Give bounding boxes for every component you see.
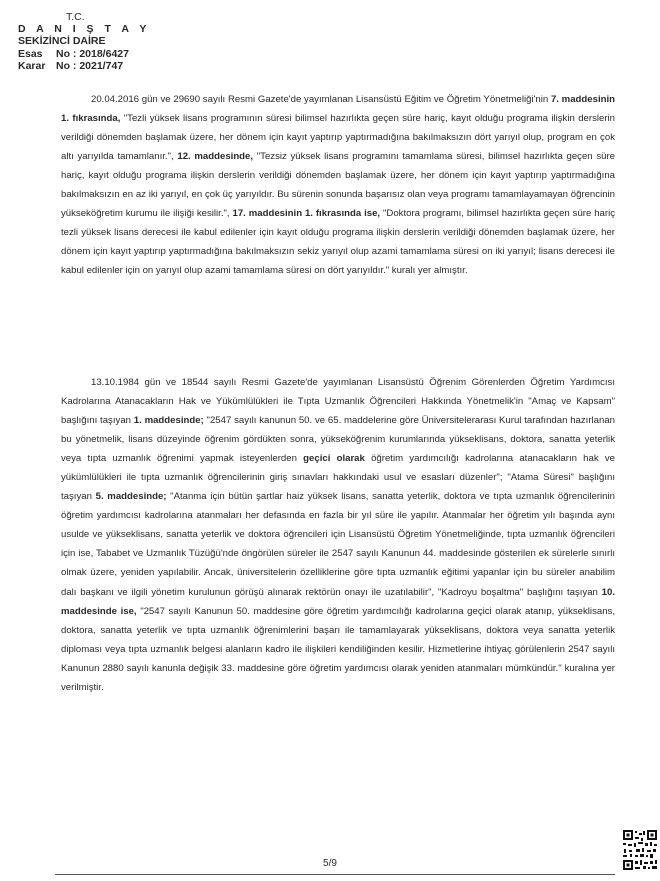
header-tc: T.C. (66, 11, 85, 23)
text-segment: "Tezli yüksek lisans programının süresi bilimsel hazırlıkta geçen süre hariç, kayıt olduğu programa ilişkin derslerin verildiği dönemden başlamak üzere, her dönem için kayıt yaptırıp yaptırmadığına bakılmaksızın dört yarıyıl olup, program en çok altı yarıyılda tamamlanır.", (61, 113, 615, 163)
footer-divider (55, 874, 615, 875)
document-header (18, 11, 150, 72)
header-chamber: SEKİZİNCİ DAİRE (18, 35, 106, 48)
text-segment: "Tezsiz yüksek lisans programını tamamlama süresi, bilimsel hazırlıkta geçen süre hariç, kayıt olduğu programa ilişkin derslerin verildiği dönemden başlamak üzere, her dönem için kayıt yaptırıp yaptırmadığına bakılmaksızın en az iki yarıyıl, en çok üç yarıyıldır. Bu sürenin sonunda başarısız olan veya programı tamamlayamayan öğrencinin yükseköğretim kurumu ile ilişiği kesilir.", (61, 151, 615, 220)
karar-label: Karar (18, 59, 46, 72)
text-segment: "Doktora programı, bilimsel hazırlıkta geçen süre hariç tezli yüksek lisans derecesi ile kabul edilenler için kayıt olduğu programa ilişkin derslerin verildiği dönemden başlamak üzere, her dönem için kayıt yaptırıp yaptırmadığına bakılmaksızın sekiz yarıyıl olup azami tamamlama süresi on iki yarıyıl; lisans derecesi ile kabul edilenler için on yarıyıl olup azami tamamlama süresi on dört yarıyıldır." kuralı yer almıştır. (61, 208, 616, 277)
bold-text-segment: 17. maddesinin 1. fıkrasında ise, (232, 208, 381, 220)
text-segment: öğretim yardımcılığı kadrolarına atanacakların hak ve yükümlülükleri ile tıpta uzmanlık öğrencilerinin giriş sınavları hakkındaki usul ve esasları düzenler"; "Atama Süresi" başlığını taşıyan (61, 453, 616, 503)
qr-code-icon (622, 822, 658, 872)
body-paragraph-1 (61, 90, 615, 280)
bold-text-segment: 5. maddesinde; (95, 491, 167, 503)
text-segment: 13.10.1984 gün ve 18544 sayılı Resmi Gazete'de yayımlanan Lisansüstü Öğrenim Görenlerden Öğretim Yardımcısı Kadrolarına Atanacakların Hak ve Yükümlülükleri ile Tıpta Uzmanlık Öğrencileri Hakkında Yönetmelik'in "Amaç ve Kapsam" başlığını taşıyan (61, 377, 615, 427)
text-segment: "2547 sayılı kanunun 50. ve 65. maddelerine göre Üniversitelerarası Kurul tarafından hazırlanan bu yönetmelik, lisans düzeyinde öğrenim gördükten sonra, yükseköğrenim kurumlarında yükseklisans, doktora, sanatta yeterlik veya tıpta uzmanlık öğrenimi yapmak isteyenlerden (61, 415, 615, 465)
bold-text-segment: 12. maddesinde, (177, 151, 254, 163)
page-number: 5/9 (323, 858, 337, 869)
body-paragraph-2 (61, 373, 615, 697)
text-segment: 20.04.2016 gün ve 29690 sayılı Resmi Gazete'de yayımlanan Lisansüstü Eğitim ve Öğretim Yönetmeliği'nin (91, 94, 551, 105)
header-court-name: D A N I Ş T A Y (18, 23, 151, 36)
header-karar-row (18, 60, 150, 72)
bold-text-segment: geçici olarak (303, 453, 365, 465)
header-esas-row (18, 48, 150, 60)
esas-number: No : 2018/6427 (56, 47, 129, 60)
bold-text-segment: 7. maddesinin 1. fıkrasında, (61, 94, 615, 125)
esas-label: Esas (18, 47, 43, 60)
text-segment: "Atanma için bütün şartlar haiz yüksek lisans, sanatta yeterlik, doktora ve tıpta uzmanlık öğrencilerinin öğretim yardımcısı kadrolarına atanmaları her defasında en fazla bir yıl süre ile yapılır. Atanmalar her öğretim yılı başında aynı usulde ve yükseklisans, sanatta yeterlik ve doktora öğrencileri için Lisansüstü Öğretim Yönetmeliğinde, tıpta uzmanlık öğrencileri için ise, Tababet ve Uzmanlık Tüzüğü'nde öngörülen süreler ile 2547 sayılı Kanunun 44. maddesinde gösterilen ek sürelerle sınırlı olmak üzere, yeniden yapılabilir. Ancak, üniversitelerin özelliklerine göre tıpta uzmanlık eğitimi yapanlar için bu süreler anabilim dalı başkanı ve ilgili yönetim kurulunun görüşü alınarak rektörün onayı ile uzatılabilir", "Kadroyu boşaltma" başlığını taşıyan (61, 491, 615, 598)
text-segment: "2547 sayılı Kanunun 50. maddesine göre öğretim yardımcılığı kadrolarına geçici olarak atanıp, yükseklisans, doktora, sanatta yeterlik ve tıpta uzmanlık öğrenimlerini başarı ile tamamlayarak yükseklisans, doktora veya sanatta yeterlik diploması veya tıpta uzmanlık belgesi alanların kadro ile ilişkileri kendiliğinden kesilir. Hizmetlerine ihtiyaç görülenlerin 2547 sayılı Kanunun 2880 sayılı kanunla değişik 33. maddesine göre öğretim yardımcısı olarak yeniden atanmaları mümkündür." kuralına yer verilmiştir. (61, 605, 615, 693)
karar-number: No : 2021/747 (56, 59, 124, 72)
bold-text-segment: 10. maddesinde ise, (61, 586, 615, 617)
bold-text-segment: 1. maddesinde; (133, 415, 204, 427)
